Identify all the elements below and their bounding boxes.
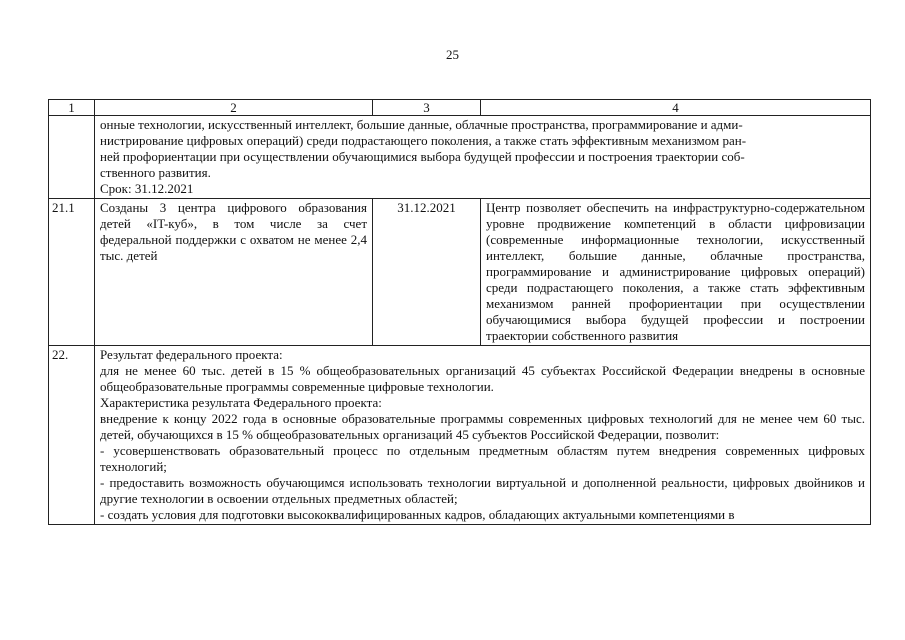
table-header-row	[49, 100, 871, 116]
continuation-line-3: ней профориентации при осуществлении обучающимися выбора будущей профессии и построения траектории соб-	[100, 149, 745, 164]
row-22-paragraph-5: - усовершенствовать образовательный процесс по отдельным предметным областям путем внедрения современных цифровых технологий;	[100, 443, 865, 474]
table-row-21-1	[49, 199, 871, 346]
table-row-22	[49, 346, 871, 525]
row-22-paragraph-1: Результат федерального проекта:	[100, 347, 283, 362]
row-22-paragraph-2: для не менее 60 тыс. детей в 15 % общеобразовательных организаций 45 субъектах Российской Федерации внедрены в основные общеобразовательные программы современные цифровые технологии.	[100, 363, 865, 394]
row-22-text-cell	[95, 346, 871, 525]
continuation-line-1: онные технологии, искусственный интеллект, большие данные, облачные пространства, программирование и адми-	[100, 117, 743, 132]
row-22-paragraph-3: Характеристика результата Федерального проекта:	[100, 395, 382, 410]
row-result: Центр позволяет обеспечить на инфраструктурно-содержательном уровне продвижение компетенций в области цифровизации (современные информационные технологии, искусственный интеллект, большие данные, облачные пространства, программирование и администрирование цифровых операций) среди подрастающего поколения, а также стать эффективным механизмом ранней профориентации при осуществлении обучающимися выбора будущей профессии и построении траектории собственного развития	[481, 199, 871, 346]
column-header-2: 2	[95, 100, 373, 116]
page-number: 25	[446, 47, 459, 62]
row-number: 21.1	[49, 199, 95, 346]
continuation-line-4: ственного развития.	[100, 165, 211, 180]
project-table	[48, 99, 871, 525]
column-header-3: 3	[373, 100, 481, 116]
row-22-paragraph-4: внедрение к концу 2022 года в основные образовательные программы современных цифровых технологий для не менее чем 60 тыс. детей, обучающихся в 15 % общеобразовательных организаций 45 субъектов Российской Федерации, позволит:	[100, 411, 865, 442]
row-22-paragraph-6: - предоставить возможность обучающимся использовать технологии виртуальной и дополненной реальности, цифровых двойников и другие технологии в освоении отдельных предметных областей;	[100, 475, 865, 506]
continuation-deadline: Срок: 31.12.2021	[100, 181, 194, 196]
continuation-line-2: нистрирование цифровых операций) среди подрастающего поколения, а также стать эффективным механизмом ран-	[100, 133, 747, 148]
continuation-number-cell	[49, 116, 95, 199]
continuation-text-cell	[95, 116, 871, 199]
row-22-paragraph-7: - создать условия для подготовки высококвалифицированных кадров, обладающих актуальными компетенциями в	[100, 507, 735, 522]
column-header-4: 4	[481, 100, 871, 116]
table-row-continuation	[49, 116, 871, 199]
column-header-1: 1	[49, 100, 95, 116]
row-description: Созданы 3 центра цифрового образования детей «IT-куб», в том числе за счет федеральной поддержки с охватом не менее 2,4 тыс. детей	[95, 199, 373, 346]
row-date: 31.12.2021	[373, 199, 481, 346]
row-number: 22.	[49, 346, 95, 525]
